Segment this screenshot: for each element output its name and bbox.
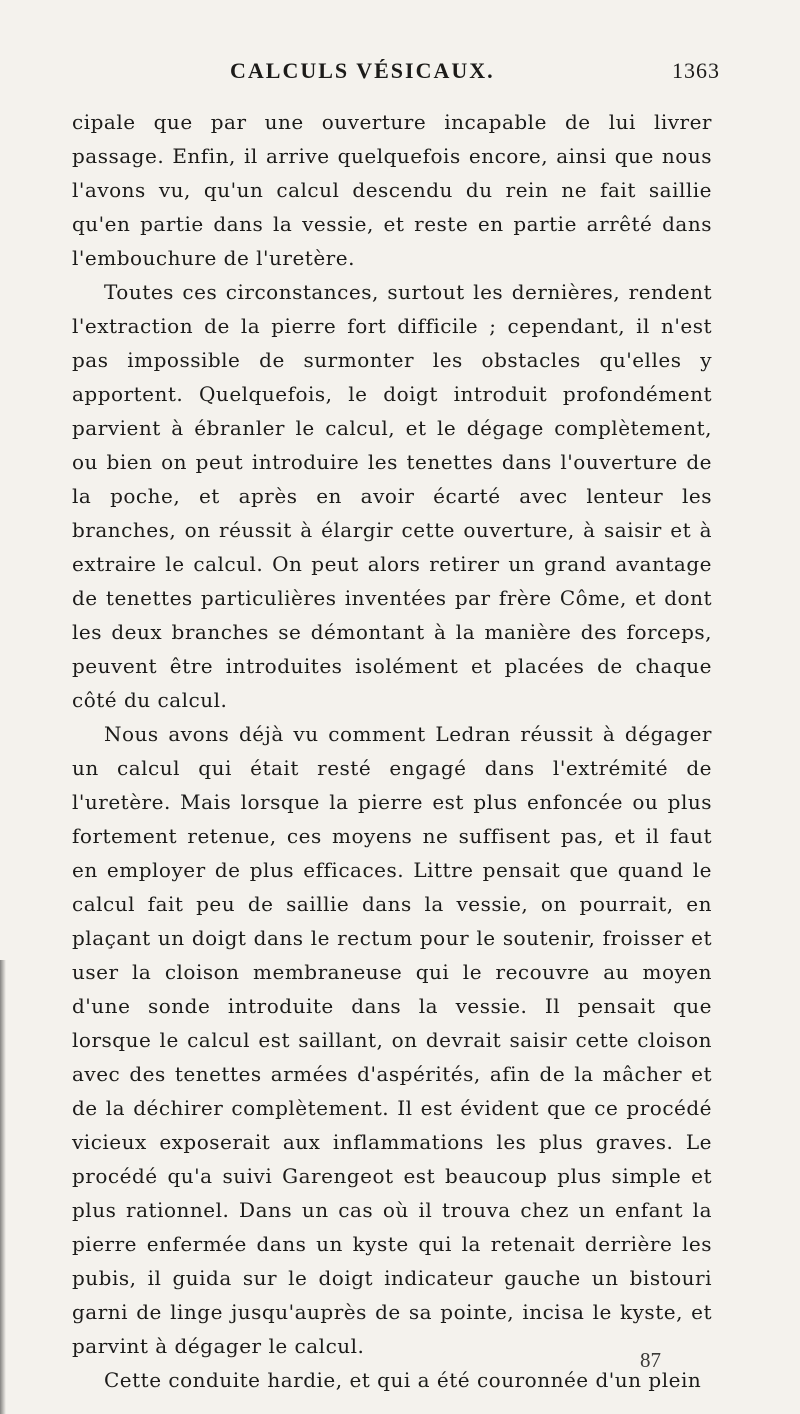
page-number: 1363 (672, 58, 720, 83)
paragraph: Toutes ces circonstances, surtout les dernières, rendent l'extraction de la pierre fort difficile ; cependant, il n'est pas impossible de surmonter les obstacles qu'elles y apportent. Quelquefois, le doigt introduit profondément parvient à ébranler le calcul, et le dégage complètement, ou bien on peut introduire les tenettes dans l'ouverture de la poche, et après en avoir écarté avec lenteur les branches, on réussit à élargir cette ouverture, à saisir et à extraire le calcul. On peut alors retirer un grand avantage de tenettes particulières inventées par frère Côme, et dont les deux branches se démontant à la manière des forceps, peuvent être introduites isolément et placées de chaque côté du calcul. (72, 280, 712, 712)
paragraph-continued: cipale que par une ouverture incapable de lui livrer passage. Enfin, il arrive quelquefois encore, ainsi que nous l'avons vu, qu'un calcul descendu du rein ne fait saillie qu'en partie dans la vessie, et reste en partie arrêté dans l'embouchure de l'uretère. (72, 110, 712, 270)
body-text (72, 105, 712, 1397)
paragraph: Cette conduite hardie, et qui a été couronnée d'un plein (104, 1368, 702, 1392)
binding-shadow (0, 960, 6, 1414)
page-header (0, 58, 800, 88)
running-title: CALCULS VÉSICAUX. (230, 58, 495, 83)
signature-mark: 87 (640, 1348, 661, 1372)
paragraph: Nous avons déjà vu comment Ledran réussit à dégager un calcul qui était resté engagé dans l'extrémité de l'uretère. Mais lorsque la pierre est plus enfoncée ou plus fortement retenue, ces moyens ne suffisent pas, et il faut en employer de plus efficaces. Littre pensait que quand le calcul fait peu de saillie dans la vessie, on pourrait, en plaçant un doigt dans le rectum pour le soutenir, froisser et user la cloison membraneuse qui le recouvre au moyen d'une sonde introduite dans la vessie. Il pensait que lorsque le calcul est saillant, on devrait saisir cette cloison avec des tenettes armées d'aspérités, afin de la mâcher et de la déchirer complètement. Il est évident que ce procédé vicieux exposerait aux inflammations les plus graves. Le procédé qu'a suivi Garengeot est beaucoup plus simple et plus rationnel. Dans un cas où il trouva chez un enfant la pierre enfermée dans un kyste qui la retenait derrière les pubis, il guida sur le doigt indicateur gauche un bistouri garni de linge jusqu'auprès de sa pointe, incisa le kyste, et parvint à dégager le calcul. (72, 722, 712, 1358)
